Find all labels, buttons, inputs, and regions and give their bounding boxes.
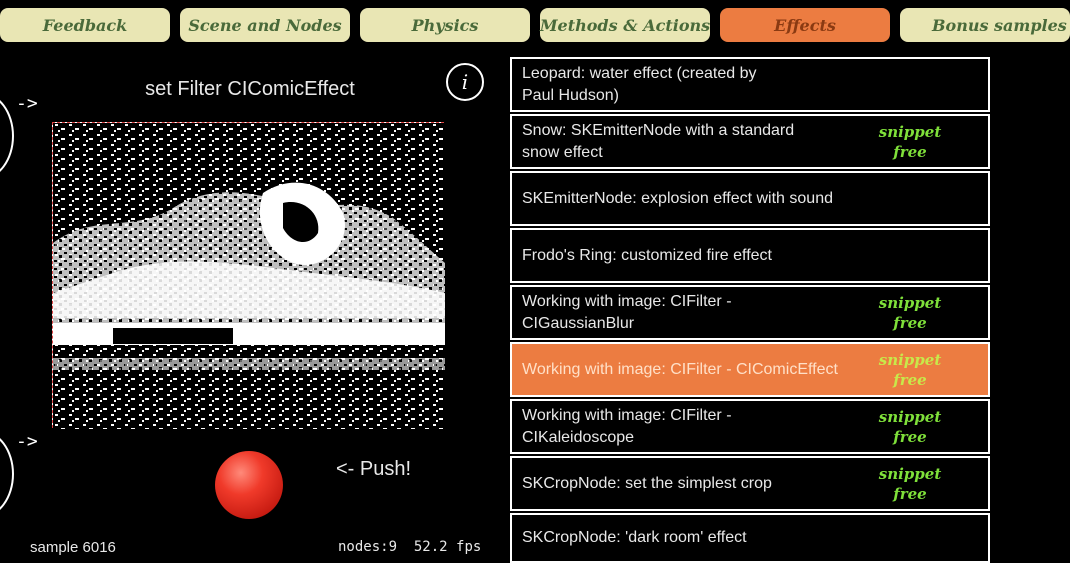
sample-number: sample 6016 <box>30 539 116 556</box>
list-item-title: SKEmitterNode: explosion effect with sound <box>522 189 833 207</box>
tab-scene-and-nodes[interactable]: Scene and Nodes <box>180 8 350 42</box>
list-item[interactable] <box>510 228 990 283</box>
list-item-title: Working with image: CIFilter - CIKaleidoscope <box>522 406 732 446</box>
info-icon-button[interactable] <box>446 63 484 101</box>
snippet-free-badge: snippet free <box>878 407 942 446</box>
list-item[interactable] <box>510 513 990 563</box>
tab-methods-actions[interactable]: Methods & Actions <box>540 8 710 42</box>
list-item-selected[interactable] <box>510 342 990 397</box>
list-item-title: Working with image: CIFilter - CIComicEffect <box>522 360 838 378</box>
list-item-title: Frodo's Ring: customized fire effect <box>522 246 772 264</box>
list-item-title: Leopard: water effect (created by Paul Hudson) <box>522 64 757 104</box>
tab-feedback[interactable]: Feedback <box>0 8 170 42</box>
fps-counter: 52.2 fps <box>413 539 482 555</box>
snippet-free-badge: snippet free <box>878 293 942 332</box>
push-label: <- Push! <box>336 458 412 480</box>
snippet-free-badge: snippet free <box>878 464 942 503</box>
category-tab-bar <box>0 0 1067 50</box>
tab-bonus-samples[interactable]: Bonus samples <box>900 8 1070 42</box>
list-item[interactable] <box>510 171 990 226</box>
list-item[interactable] <box>510 399 990 454</box>
list-item-title: Working with image: CIFilter - CIGaussianBlur <box>522 292 732 332</box>
list-item-title: SKCropNode: 'dark room' effect <box>522 529 747 546</box>
comic-effect-image <box>53 123 445 429</box>
side-button-top[interactable] <box>0 92 14 180</box>
list-item-title: SKCropNode: set the simplest crop <box>522 474 772 492</box>
tab-effects[interactable]: Effects <box>720 8 890 42</box>
filtered-image-preview <box>52 122 444 428</box>
arrow-indicator-bottom: -> <box>16 431 38 452</box>
preview-title: set Filter CIComicEffect <box>145 78 355 100</box>
list-item[interactable] <box>510 57 990 112</box>
list-item-title: Snow: SKEmitterNode with a standard snow effect <box>522 121 795 161</box>
push-button[interactable] <box>215 451 283 519</box>
arrow-indicator-top: -> <box>16 93 38 114</box>
list-item[interactable] <box>510 456 990 511</box>
tab-physics[interactable]: Physics <box>360 8 530 42</box>
info-icon: i <box>461 70 469 94</box>
list-item[interactable] <box>510 285 990 340</box>
snippet-free-badge: snippet free <box>878 350 942 389</box>
side-button-bottom[interactable] <box>0 430 14 518</box>
scene-stats <box>338 539 481 555</box>
node-count: nodes:9 <box>338 539 398 555</box>
snippet-free-badge: snippet free <box>878 122 942 161</box>
list-item[interactable] <box>510 114 990 169</box>
